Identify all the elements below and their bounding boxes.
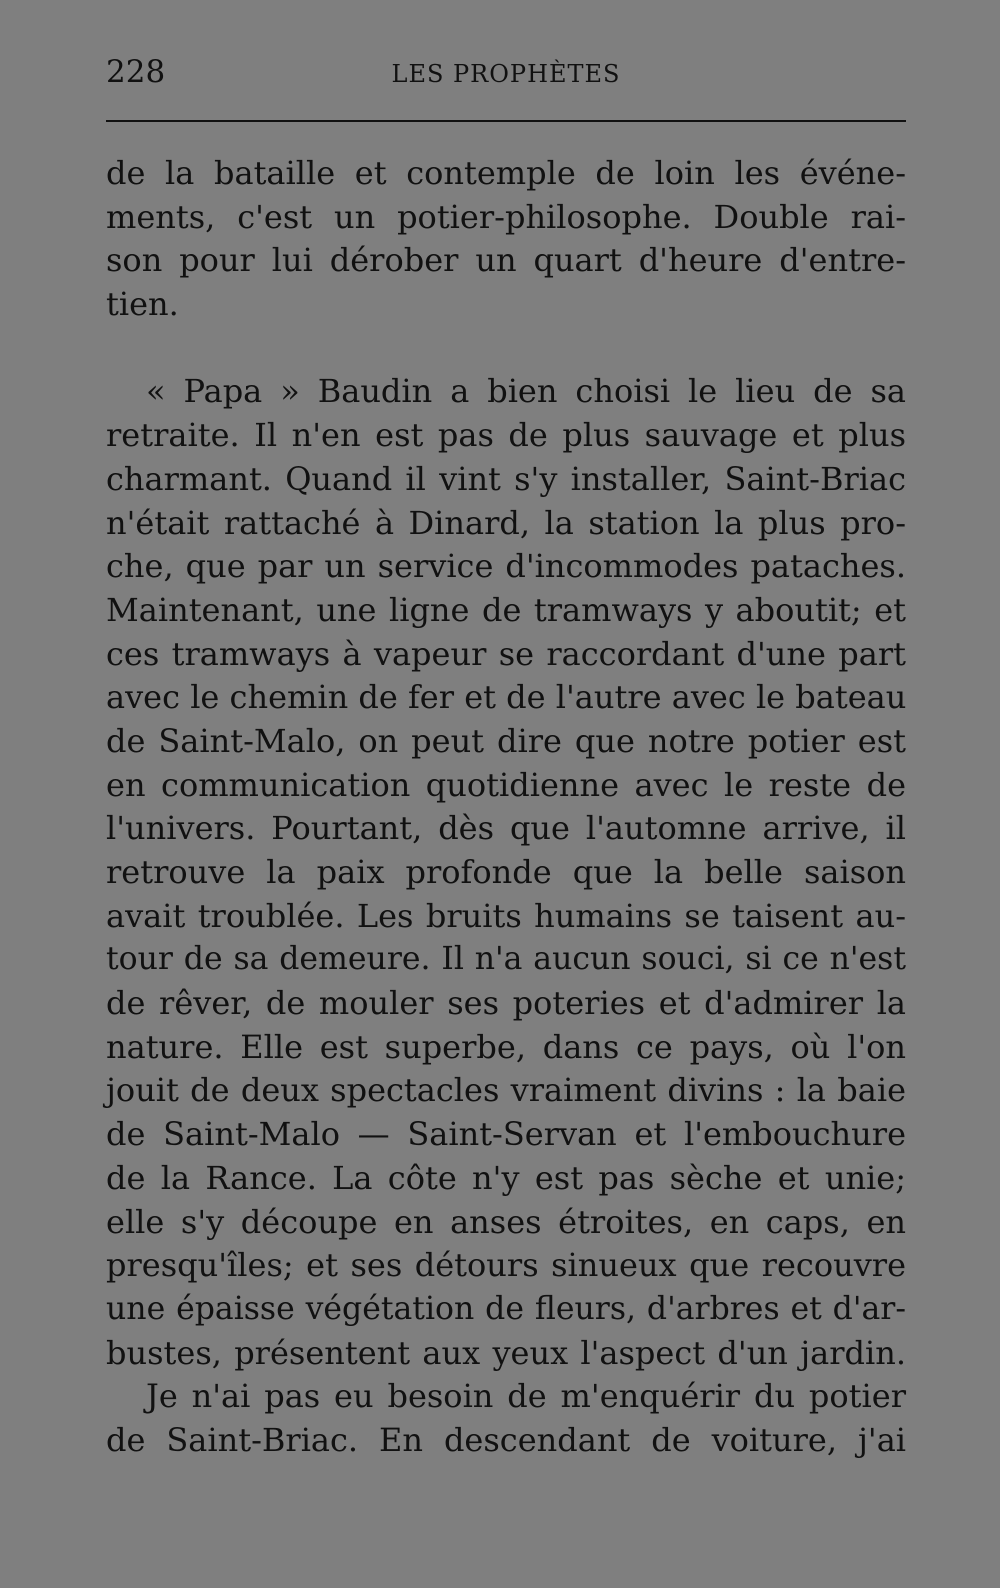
text-line: jouit de deux spectacles vraiment divins : la baie [106,1071,906,1110]
text-line: de la bataille et contemple de loin les événe- [106,154,906,192]
text-line: ments, c'est un potier-philosophe. Double rai- [106,197,906,236]
text-line: Maintenant, une ligne de tramways y aboutit; et [106,590,906,629]
text-line: avec le chemin de fer et de l'autre avec le bateau [106,678,907,717]
text-line: nature. Elle est superbe, dans ce pays, où l'on [106,1027,906,1066]
text-line: « Papa » Baudin a bien choisi le lieu de sa [146,372,906,411]
page-number: 228 [106,54,166,90]
paragraph-gap [106,327,906,371]
text-line: Je n'ai pas eu besoin de m'enquérir du potier [146,1377,906,1416]
running-title: LES PROPHÈTES [391,60,621,88]
text-line: l'univers. Pourtant, dès que l'automne arrive, il [106,809,906,848]
text-line: ces tramways à vapeur se raccordant d'une part [106,634,906,673]
text-line: tour de sa demeure. Il n'a aucun souci, si ce n'est [106,941,906,978]
text-line: en communication quotidienne avec le reste de [106,765,906,804]
text-line: charmant. Quand il vint s'y installer, Saint-Briac [106,459,906,498]
text-line: retrouve la paix profonde que la belle saison [106,853,906,891]
text-line: de rêver, de mouler ses poteries et d'admirer la [106,984,906,1023]
text-line: retraite. Il n'en est pas de plus sauvage et plus [106,416,906,455]
text-line: de la Rance. La côte n'y est pas sèche et unie; [106,1158,906,1197]
text-line: son pour lui dérober un quart d'heure d'entre- [106,241,906,280]
text-line: de Saint-Briac. En descendant de voiture, j'ai [106,1420,906,1459]
text-line: n'était rattaché à Dinard, la station la plus pro- [106,503,906,542]
text-line: elle s'y découpe en anses étroites, en caps, en [106,1202,906,1241]
text-line: de Saint-Malo — Saint-Servan et l'embouchure [106,1115,906,1154]
page-header [106,54,906,94]
text-line: che, que par un service d'incommodes pataches. [106,547,906,586]
text-line: tien. [106,285,179,324]
text-line: avait troublée. Les bruits humains se taisent au- [106,896,906,935]
body-text [106,152,906,1463]
text-line: une épaisse végétation de fleurs, d'arbres et d'ar- [106,1290,906,1327]
text-line: de Saint-Malo, on peut dire que notre potier est [106,721,906,760]
text-line: bustes, présentent aux yeux l'aspect d'un jardin. [106,1333,906,1372]
header-rule [106,120,906,122]
text-line: presqu'îles; et ses détours sinueux que recouvre [106,1246,906,1285]
